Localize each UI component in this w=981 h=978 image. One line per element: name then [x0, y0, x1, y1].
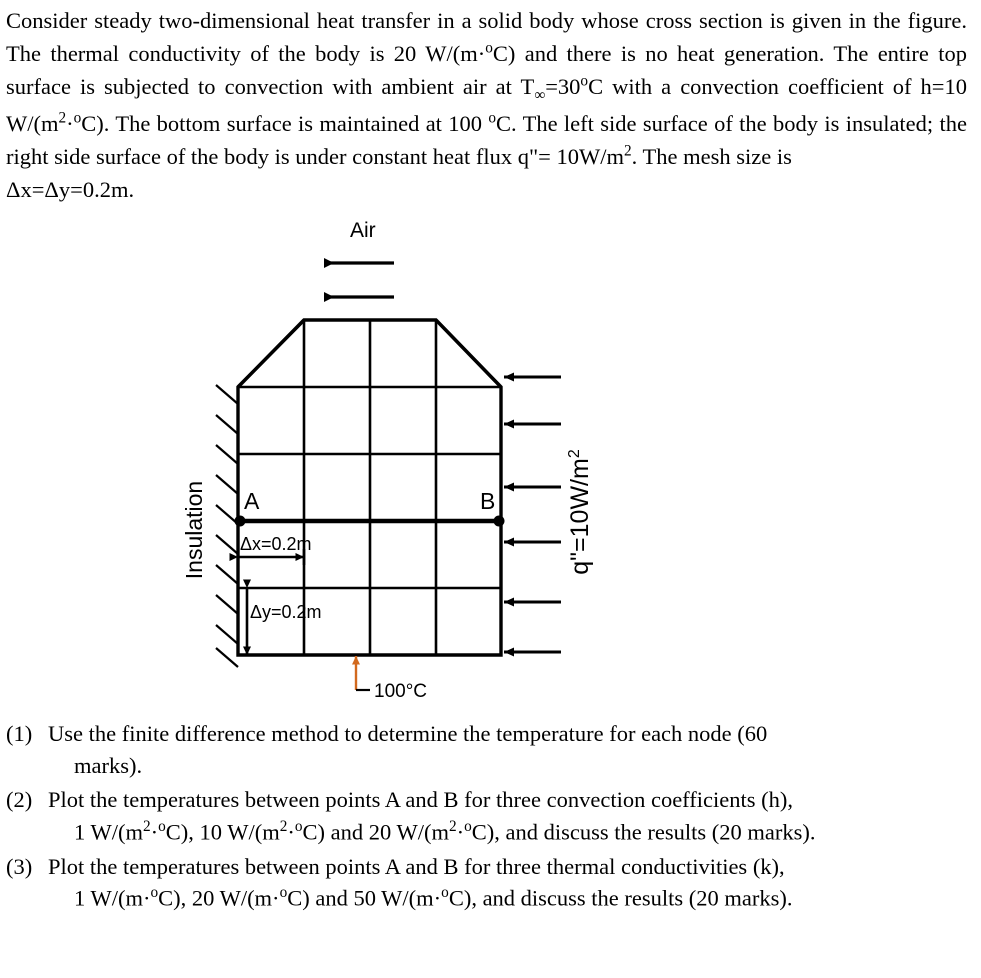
question-1: [6, 718, 967, 782]
heat-flux-arrows: [504, 377, 561, 652]
bottom-temperature-leader: [356, 656, 427, 702]
air-label: Air: [350, 219, 376, 243]
dy-dimension: [247, 588, 322, 655]
insulation-hatching: [216, 385, 238, 667]
node-a-label: A: [244, 488, 260, 515]
question-3-body: [48, 851, 967, 915]
dy-label: Δy=0.2m: [250, 602, 322, 623]
node-b-label: B: [480, 488, 496, 515]
question-2: [6, 784, 967, 848]
question-3-line2: 1 W/(m·$^o$C), 20 W/(m·$^o$C) and 50 W/(m·$^o$C), and discuss the results (20 marks).: [74, 884, 793, 911]
dx-dimension: [238, 534, 312, 565]
question-1-number: (1): [6, 721, 33, 747]
question-1-line2: marks).: [74, 753, 143, 779]
bottom-temperature-label: 100°C: [374, 681, 428, 703]
question-2-line2: 1 $W/(m^2\cdot^oC)$, 10 $W/(m^2\cdot^oC)$ and 20 $W/(m^2\cdot^oC)$, and discuss the results (20 marks).: [74, 818, 816, 845]
dx-label: Δx=0.2m: [240, 534, 312, 555]
question-1-body: [48, 718, 967, 782]
problem-statement: Consider steady two-dimensional heat transfer in a solid body whose cross section is given in the figure. The thermal conductivity of the body is 20 W/(m·$^o$C) and there is no heat generation. The entire top surface is subjected to convection with ambient air at $T_\infty=30^oC$ with a convection coefficient of h=10 $W/(m^2\cdot^oC)$. The bottom surface is maintained at 100 $^o$C. The left side surface of the body is insulated; the right side surface of the body is under constant heat flux q"= $10W/m^2$. The mesh size is Δx=Δy=0.2m.: [6, 8, 968, 203]
question-2-line1: Plot the temperatures between points A and B for three convection coefficients (h),: [48, 787, 793, 813]
questions-list: [4, 718, 973, 915]
question-1-line1: Use the finite difference method to determine the temperature for each node (60: [48, 721, 768, 747]
question-2-body: [48, 784, 967, 848]
figure-heat-transfer-diagram: [4, 212, 981, 712]
question-3-number: (3): [6, 853, 33, 879]
question-3-line1: Plot the temperatures between points A and B for three thermal conductivities (k),: [48, 853, 785, 879]
question-2-number: (2): [6, 787, 33, 813]
insulation-label: Insulation: [181, 481, 207, 580]
node-b-dot: [494, 516, 505, 527]
heat-flux-label: $q"=10W/m^2$: [566, 449, 594, 576]
question-3: [6, 851, 967, 915]
node-a-dot: [235, 516, 246, 527]
